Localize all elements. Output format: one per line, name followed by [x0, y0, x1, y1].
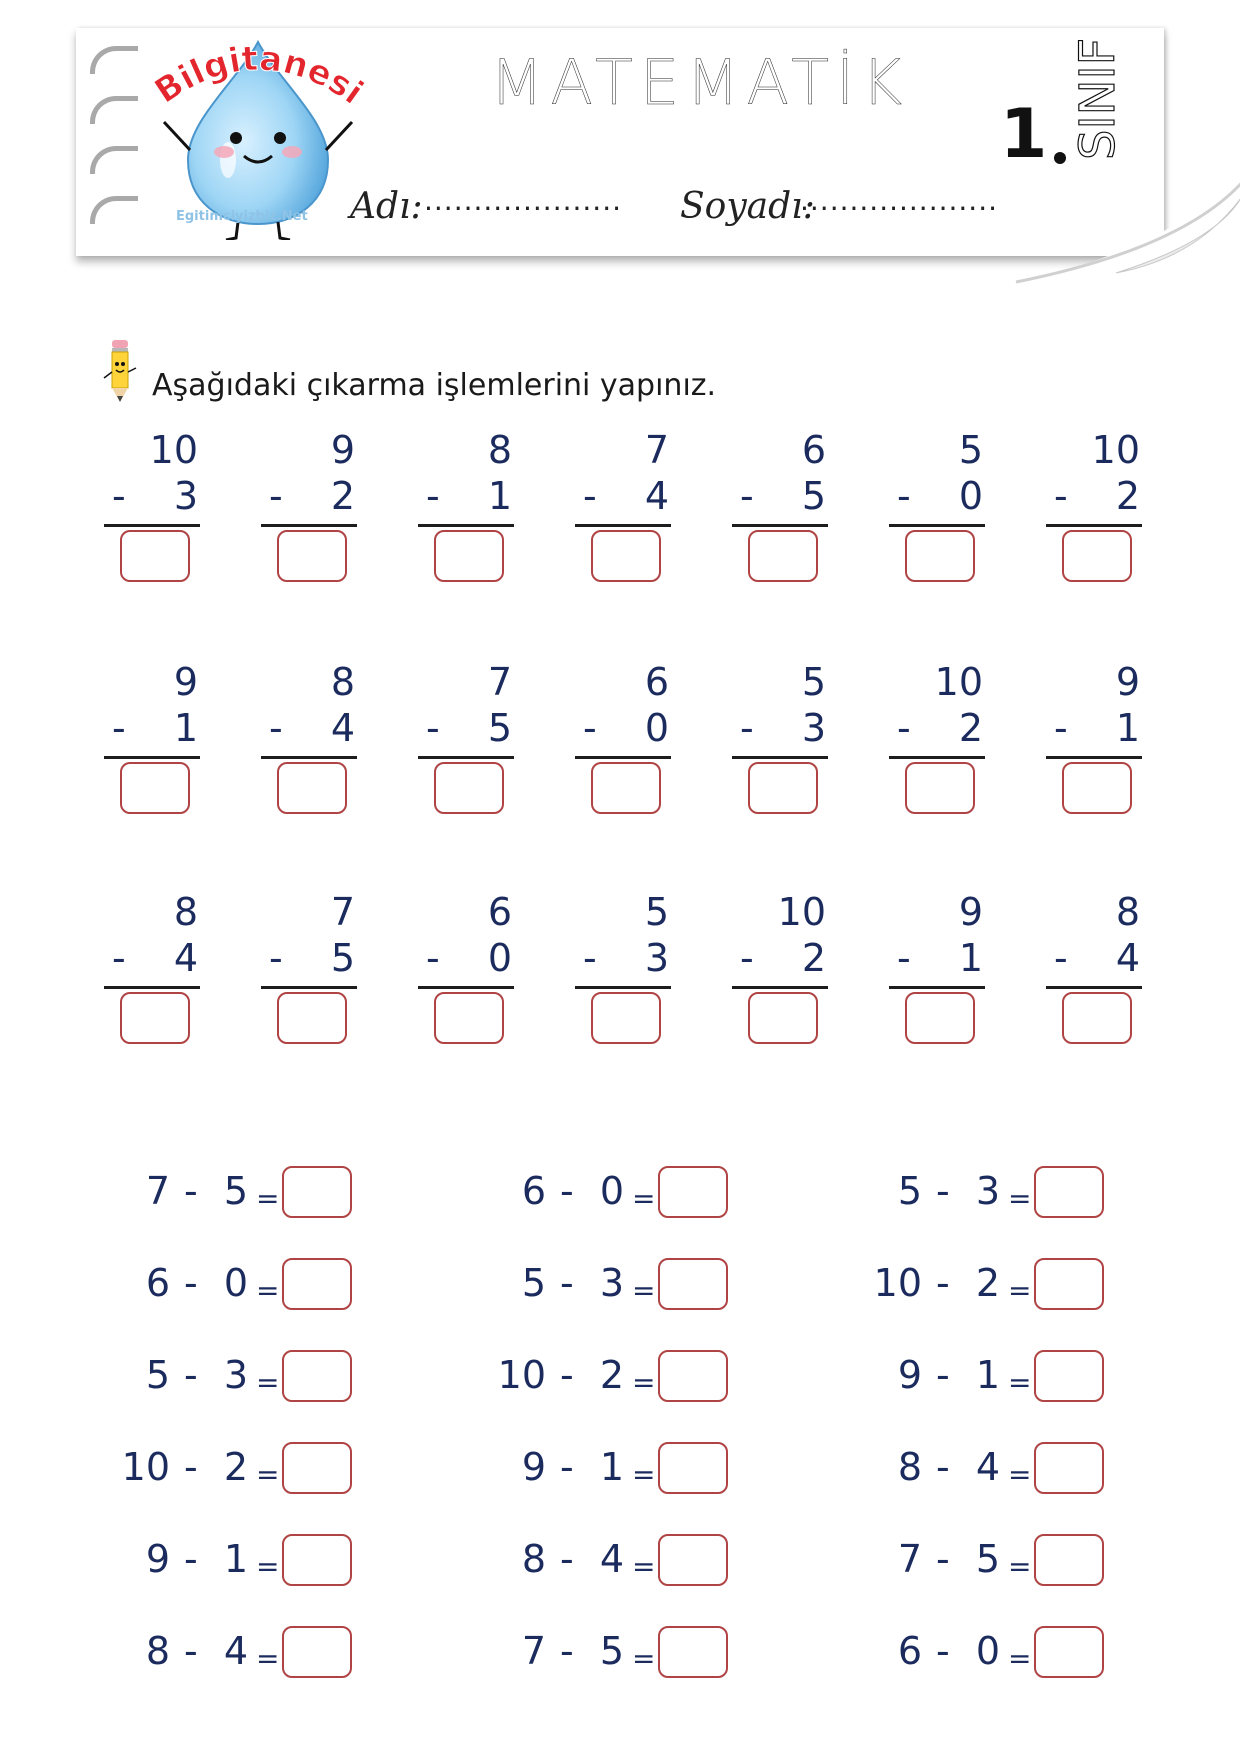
minuend: 9: [145, 1537, 170, 1581]
vertical-problem: [261, 428, 361, 578]
name-label: Adı:: [350, 186, 423, 227]
equals-sign: =: [632, 1550, 656, 1583]
minuend: 10: [934, 660, 983, 704]
minus-sign: -: [936, 1353, 950, 1397]
answer-box[interactable]: [277, 762, 347, 814]
vertical-problem: [261, 660, 361, 810]
minuend: 9: [521, 1445, 546, 1489]
minus-sign: -: [184, 1445, 198, 1489]
answer-box[interactable]: [658, 1350, 728, 1402]
answer-box[interactable]: [277, 530, 347, 582]
vertical-problem: [1046, 660, 1146, 810]
minuend: 8: [330, 660, 355, 704]
minus-sign: -: [560, 1169, 574, 1213]
page-curl-decoration: [996, 178, 1240, 288]
vertical-problem: [575, 428, 675, 578]
minus-sign: -: [897, 936, 911, 980]
minuend: 5: [801, 660, 826, 704]
answer-box[interactable]: [658, 1166, 728, 1218]
minus-sign: -: [936, 1169, 950, 1213]
subtrahend: 3: [173, 474, 198, 518]
vertical-problem: [889, 890, 989, 1040]
minus-sign: -: [426, 706, 440, 750]
answer-box[interactable]: [1034, 1166, 1104, 1218]
minuend: 7: [330, 890, 355, 934]
subtrahend: 1: [487, 474, 512, 518]
minus-sign: -: [184, 1537, 198, 1581]
answer-box[interactable]: [120, 530, 190, 582]
name-field[interactable]: ....................: [424, 184, 623, 217]
sum-line: [1046, 756, 1142, 759]
subtrahend: 5: [487, 706, 512, 750]
page-title: MATEMATİK: [490, 46, 910, 119]
subtrahend: 1: [1115, 706, 1140, 750]
answer-box[interactable]: [905, 762, 975, 814]
answer-box[interactable]: [282, 1350, 352, 1402]
vertical-problem: [261, 890, 361, 1040]
sum-line: [1046, 524, 1142, 527]
minuend: 10: [149, 428, 198, 472]
minus-sign: -: [560, 1629, 574, 1673]
answer-box[interactable]: [282, 1626, 352, 1678]
grade-dot: [1054, 152, 1066, 164]
minuend: 8: [173, 890, 198, 934]
minus-sign: -: [583, 706, 597, 750]
answer-box[interactable]: [1034, 1442, 1104, 1494]
subtrahend: 5: [801, 474, 826, 518]
minus-sign: -: [740, 706, 754, 750]
horizontal-problem: [106, 1258, 366, 1318]
minus-sign: -: [560, 1261, 574, 1305]
equals-sign: =: [1008, 1642, 1032, 1675]
sum-line: [732, 524, 828, 527]
subtrahend: 1: [958, 936, 983, 980]
equals-sign: =: [256, 1642, 280, 1675]
horizontal-problem: [858, 1442, 1118, 1502]
equals-sign: =: [632, 1366, 656, 1399]
vertical-problem: [104, 890, 204, 1040]
equals-sign: =: [632, 1274, 656, 1307]
vertical-problem: [732, 890, 832, 1040]
subtrahend: 5: [223, 1169, 248, 1213]
subtrahend: 0: [487, 936, 512, 980]
sum-line: [889, 986, 985, 989]
answer-box[interactable]: [748, 530, 818, 582]
minuend: 8: [897, 1445, 922, 1489]
horizontal-problem: [482, 1442, 742, 1502]
answer-box[interactable]: [434, 530, 504, 582]
equals-sign: =: [1008, 1458, 1032, 1491]
subtrahend: 2: [599, 1353, 624, 1397]
vertical-problem: [418, 890, 518, 1040]
subtrahend: 3: [644, 936, 669, 980]
horizontal-problem: [482, 1350, 742, 1410]
subtrahend: 3: [801, 706, 826, 750]
vertical-problem: [575, 660, 675, 810]
subtrahend: 0: [644, 706, 669, 750]
logo-text: Bilgitanesi: [147, 38, 371, 113]
answer-box[interactable]: [282, 1534, 352, 1586]
minuend: 6: [644, 660, 669, 704]
subtrahend: 3: [975, 1169, 1000, 1213]
minuend: 6: [145, 1261, 170, 1305]
minus-sign: -: [936, 1445, 950, 1489]
horizontal-problem: [858, 1350, 1118, 1410]
subtrahend: 2: [1115, 474, 1140, 518]
sum-line: [261, 756, 357, 759]
subtrahend: 4: [975, 1445, 1000, 1489]
minuend: 5: [897, 1169, 922, 1213]
grade-word: [1068, 100, 1128, 160]
minus-sign: -: [269, 706, 283, 750]
equals-sign: =: [1008, 1550, 1032, 1583]
minuend: 8: [521, 1537, 546, 1581]
answer-box[interactable]: [282, 1442, 352, 1494]
vertical-problem: [418, 660, 518, 810]
answer-box[interactable]: [1062, 530, 1132, 582]
minus-sign: -: [936, 1537, 950, 1581]
equals-sign: =: [256, 1182, 280, 1215]
answer-box[interactable]: [591, 530, 661, 582]
instruction-text: Aşağıdaki çıkarma işlemlerini yapınız.: [152, 368, 717, 403]
minus-sign: -: [583, 474, 597, 518]
minuend: 8: [145, 1629, 170, 1673]
vertical-problem: [1046, 428, 1146, 578]
horizontal-problem: [482, 1534, 742, 1594]
equals-sign: =: [1008, 1274, 1032, 1307]
answer-box[interactable]: [658, 1258, 728, 1310]
minus-sign: -: [936, 1629, 950, 1673]
minuend: 6: [801, 428, 826, 472]
surname-label: Soyadı:: [680, 186, 815, 227]
minuend: 5: [145, 1353, 170, 1397]
minus-sign: -: [184, 1629, 198, 1673]
minus-sign: -: [112, 706, 126, 750]
subtrahend: 1: [975, 1353, 1000, 1397]
minuend: 9: [958, 890, 983, 934]
answer-box[interactable]: [120, 992, 190, 1044]
minuend: 10: [121, 1445, 170, 1489]
answer-box[interactable]: [277, 992, 347, 1044]
subtrahend: 1: [223, 1537, 248, 1581]
subtrahend: 1: [599, 1445, 624, 1489]
minus-sign: -: [560, 1537, 574, 1581]
minuend: 7: [487, 660, 512, 704]
horizontal-problem: [858, 1258, 1118, 1318]
minuend: 7: [644, 428, 669, 472]
sum-line: [1046, 986, 1142, 989]
minus-sign: -: [560, 1445, 574, 1489]
minus-sign: -: [269, 474, 283, 518]
answer-box[interactable]: [905, 530, 975, 582]
vertical-problem: [889, 660, 989, 810]
minus-sign: -: [740, 474, 754, 518]
minuend: 7: [897, 1537, 922, 1581]
answer-box[interactable]: [748, 762, 818, 814]
answer-box[interactable]: [282, 1166, 352, 1218]
grade-number: 1: [1000, 95, 1048, 174]
answer-box[interactable]: [1062, 762, 1132, 814]
minus-sign: -: [112, 936, 126, 980]
minus-sign: -: [184, 1169, 198, 1213]
vertical-problem: [732, 428, 832, 578]
minuend: 7: [145, 1169, 170, 1213]
subtrahend: 3: [599, 1261, 624, 1305]
subtrahend: 2: [801, 936, 826, 980]
horizontal-problem: [482, 1258, 742, 1318]
sum-line: [261, 986, 357, 989]
minuend: 8: [487, 428, 512, 472]
answer-box[interactable]: [591, 762, 661, 814]
subtrahend: 2: [330, 474, 355, 518]
minuend: 9: [330, 428, 355, 472]
subtrahend: 5: [975, 1537, 1000, 1581]
bilgitanesi-logo: [128, 10, 388, 240]
sum-line: [418, 524, 514, 527]
sum-line: [261, 524, 357, 527]
answer-box[interactable]: [1034, 1534, 1104, 1586]
answer-box[interactable]: [120, 762, 190, 814]
minus-sign: -: [269, 936, 283, 980]
sum-line: [732, 756, 828, 759]
minuend: 10: [1091, 428, 1140, 472]
minuend: 6: [521, 1169, 546, 1213]
subtrahend: 5: [330, 936, 355, 980]
answer-box[interactable]: [591, 992, 661, 1044]
sum-line: [575, 986, 671, 989]
minus-sign: -: [426, 936, 440, 980]
horizontal-problem: [858, 1166, 1118, 1226]
subtrahend: 1: [173, 706, 198, 750]
vertical-problem: [575, 890, 675, 1040]
horizontal-problem: [858, 1626, 1118, 1686]
sum-line: [418, 986, 514, 989]
equals-sign: =: [632, 1182, 656, 1215]
sum-line: [575, 756, 671, 759]
minuend: 5: [644, 890, 669, 934]
subtrahend: 4: [1115, 936, 1140, 980]
minus-sign: -: [897, 706, 911, 750]
minuend: 10: [497, 1353, 546, 1397]
answer-box[interactable]: [658, 1626, 728, 1678]
horizontal-problem: [858, 1534, 1118, 1594]
subtrahend: 2: [958, 706, 983, 750]
equals-sign: =: [632, 1642, 656, 1675]
sum-line: [104, 756, 200, 759]
minuend: 10: [777, 890, 826, 934]
minuend: 7: [521, 1629, 546, 1673]
minuend: 9: [897, 1353, 922, 1397]
answer-box[interactable]: [1034, 1258, 1104, 1310]
answer-box[interactable]: [282, 1258, 352, 1310]
vertical-problem: [104, 428, 204, 578]
subtrahend: 4: [599, 1537, 624, 1581]
sum-line: [104, 524, 200, 527]
surname-field[interactable]: ....................: [800, 184, 999, 217]
minus-sign: -: [1054, 936, 1068, 980]
equals-sign: =: [632, 1458, 656, 1491]
minuend: 8: [1115, 890, 1140, 934]
answer-box[interactable]: [1034, 1350, 1104, 1402]
sum-line: [889, 756, 985, 759]
minus-sign: -: [1054, 706, 1068, 750]
horizontal-problem: [482, 1166, 742, 1226]
subtrahend: 5: [599, 1629, 624, 1673]
subtrahend: 3: [223, 1353, 248, 1397]
minuend: 5: [958, 428, 983, 472]
answer-box[interactable]: [905, 992, 975, 1044]
horizontal-problem: [482, 1626, 742, 1686]
minus-sign: -: [426, 474, 440, 518]
subtrahend: 0: [975, 1629, 1000, 1673]
minuend: 5: [521, 1261, 546, 1305]
minus-sign: -: [583, 936, 597, 980]
minus-sign: -: [184, 1353, 198, 1397]
subtrahend: 4: [644, 474, 669, 518]
minuend: 6: [487, 890, 512, 934]
vertical-problem: [889, 428, 989, 578]
sum-line: [418, 756, 514, 759]
answer-box[interactable]: [1034, 1626, 1104, 1678]
subtrahend: 4: [223, 1629, 248, 1673]
horizontal-problem: [106, 1626, 366, 1686]
equals-sign: =: [1008, 1182, 1032, 1215]
equals-sign: =: [256, 1550, 280, 1583]
subtrahend: 4: [173, 936, 198, 980]
minus-sign: -: [936, 1261, 950, 1305]
minuend: 9: [1115, 660, 1140, 704]
horizontal-problem: [106, 1534, 366, 1594]
subtrahend: 2: [975, 1261, 1000, 1305]
sum-line: [889, 524, 985, 527]
pencil-icon: [102, 338, 138, 406]
equals-sign: =: [1008, 1366, 1032, 1399]
answer-box[interactable]: [434, 762, 504, 814]
sum-line: [732, 986, 828, 989]
minus-sign: -: [740, 936, 754, 980]
vertical-problem: [418, 428, 518, 578]
horizontal-problem: [106, 1442, 366, 1502]
minuend: 6: [897, 1629, 922, 1673]
equals-sign: =: [256, 1274, 280, 1307]
subtrahend: 0: [599, 1169, 624, 1213]
subtrahend: 2: [223, 1445, 248, 1489]
minus-sign: -: [1054, 474, 1068, 518]
subtrahend: 0: [958, 474, 983, 518]
minus-sign: -: [560, 1353, 574, 1397]
minuend: 10: [873, 1261, 922, 1305]
minus-sign: -: [112, 474, 126, 518]
vertical-problem: [1046, 890, 1146, 1040]
answer-box[interactable]: [1062, 992, 1132, 1044]
horizontal-problem: [106, 1166, 366, 1226]
answer-box[interactable]: [748, 992, 818, 1044]
subtrahend: 4: [330, 706, 355, 750]
minuend: 9: [173, 660, 198, 704]
logo-site-text: Egitimciyizbiz.Net: [176, 209, 308, 224]
vertical-problem: [104, 660, 204, 810]
equals-sign: =: [256, 1458, 280, 1491]
vertical-problem: [732, 660, 832, 810]
minus-sign: -: [897, 474, 911, 518]
answer-box[interactable]: [658, 1442, 728, 1494]
answer-box[interactable]: [434, 992, 504, 1044]
answer-box[interactable]: [658, 1534, 728, 1586]
subtrahend: 0: [223, 1261, 248, 1305]
equals-sign: =: [256, 1366, 280, 1399]
sum-line: [104, 986, 200, 989]
minus-sign: -: [184, 1261, 198, 1305]
sum-line: [575, 524, 671, 527]
horizontal-problem: [106, 1350, 366, 1410]
